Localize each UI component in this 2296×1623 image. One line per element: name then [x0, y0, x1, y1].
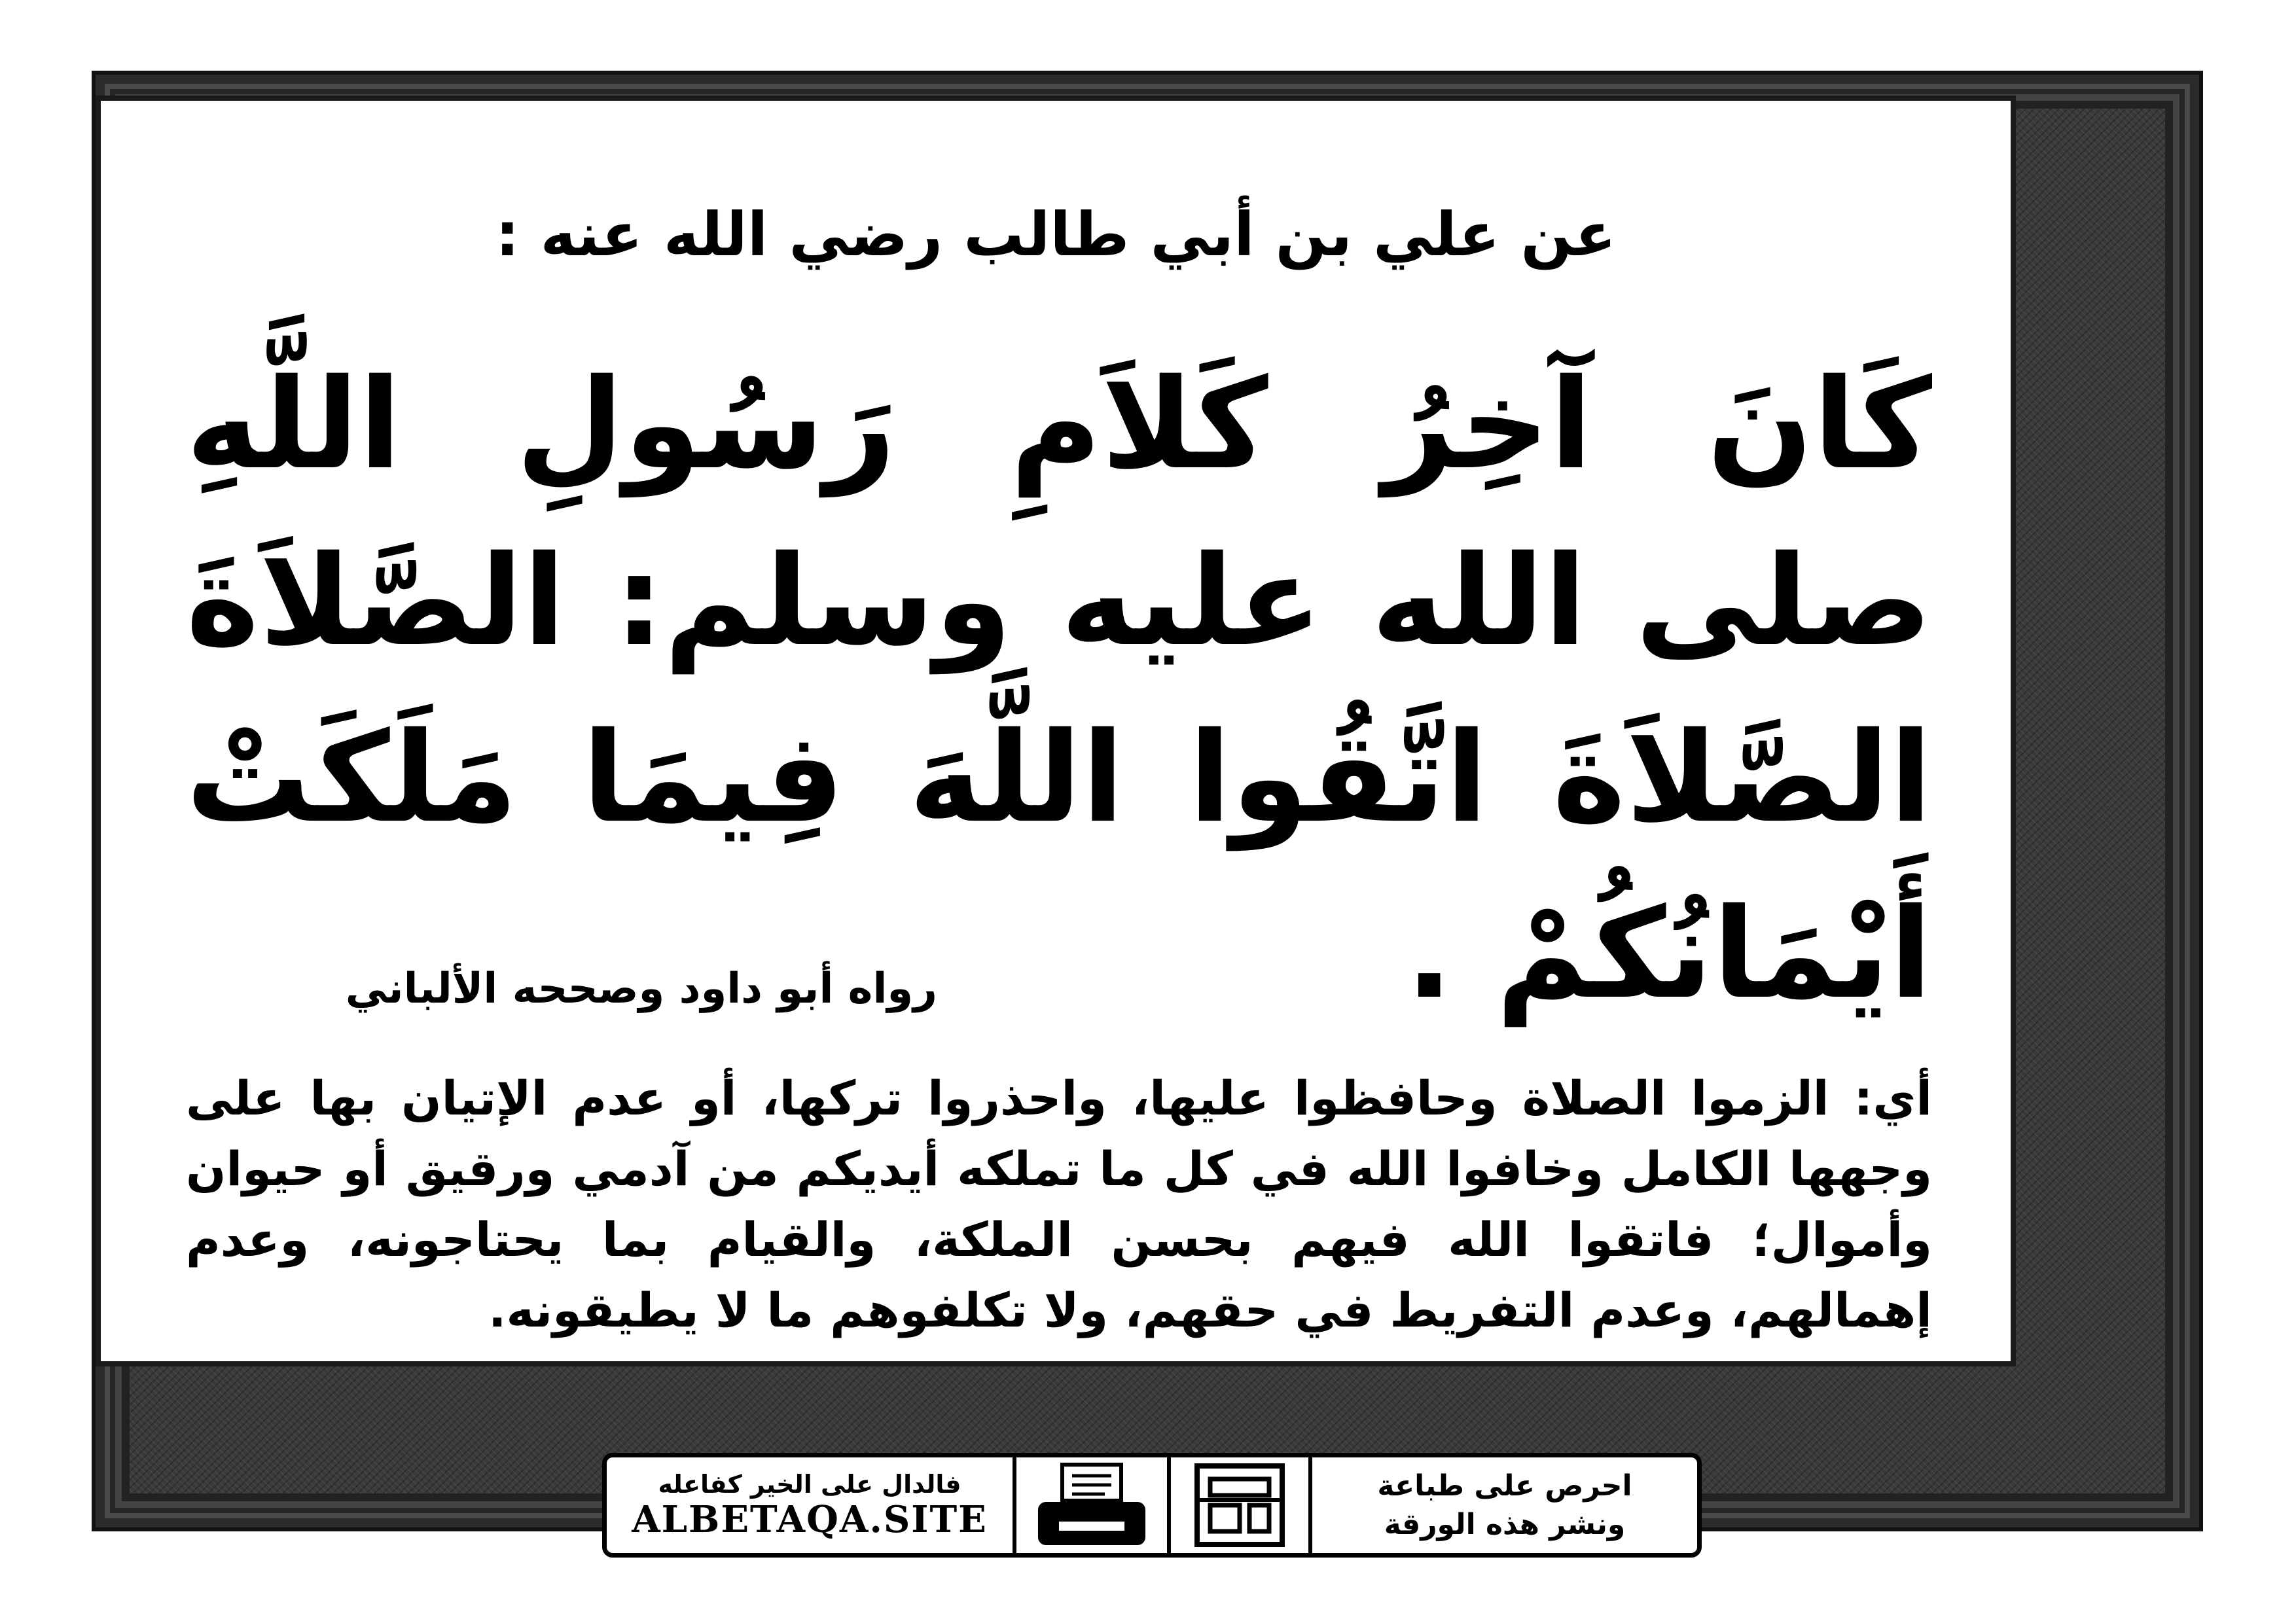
explanation-text: أي: الزموا الصلاة وحافظوا عليها، واحذروا تركها، أو عدم الإتيان بها على وجهها الكامل وخافوا الله في كل ما تملكه أيديكم من آدمي ورقيق أو حيوان وأموال؛ فاتقوا الله فيهم بحسن الملكة، والقيام بما يحتاجونه، وعدم إهمالهم، وعدم التفريط في حقهم، ولا تكلفوهم ما لا يطيقونه.	[186, 1071, 1932, 1338]
content-area	[101, 101, 2011, 1361]
site-block	[607, 1457, 1016, 1553]
content-panel	[96, 96, 2016, 1366]
slogan-text: فالدال على الخير كفاعله	[658, 1470, 961, 1499]
print-note-line2: ونشر هذه الورقة	[1384, 1508, 1626, 1541]
site-url[interactable]: ALBETAQA.SITE	[632, 1498, 988, 1541]
hadith-source: رواه أبو داود وصححه الألباني	[345, 965, 937, 1013]
footer-bar	[602, 1453, 1702, 1558]
intro-line: عن علي بن أبي طالب رضي الله عنه :	[495, 200, 1617, 270]
printer-icon	[1016, 1457, 1171, 1553]
hadith-text: كَانَ آخِرُ كَلاَمِ رَسُولِ اللَّهِ صلى الله عليه وسلم: الصَّلاَةَ الصَّلاَةَ اتَّقُوا اللَّهَ فِيمَا مَلَكَتْ أَيْمَانُكُمْ .	[186, 352, 1932, 1027]
print-note-line1: احرص على طباعة	[1377, 1469, 1632, 1503]
brand-logo	[1171, 1457, 1312, 1553]
print-note	[1312, 1457, 1697, 1553]
